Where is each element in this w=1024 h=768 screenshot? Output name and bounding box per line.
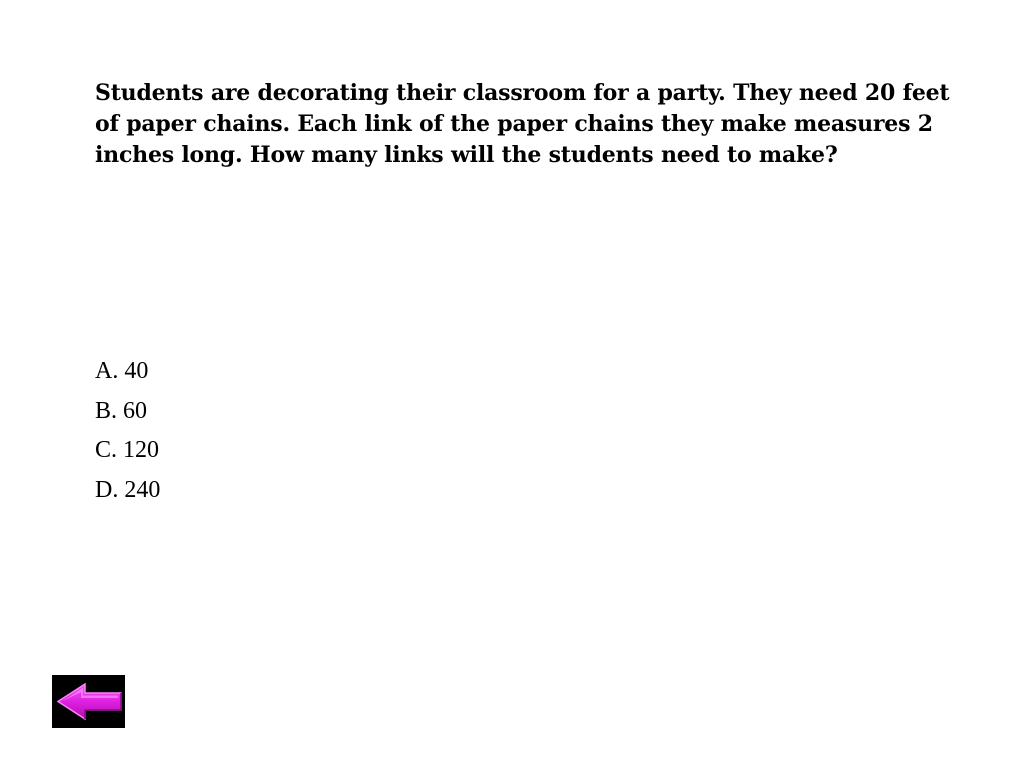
choice-c: C. 120: [95, 437, 160, 463]
choice-a: A. 40: [95, 358, 149, 384]
answer-choices: [95, 353, 160, 511]
choice-b: B. 60: [95, 397, 148, 424]
question-text: Students are decorating their classroom for a party. They need 20 feet of paper chains. Each link of the paper chains they make measures 2 inches long. How many links will the students need to make?: [95, 80, 950, 168]
choice-d: D. 240: [95, 476, 161, 503]
back-button[interactable]: [52, 675, 125, 728]
left-arrow-icon: [52, 675, 125, 728]
